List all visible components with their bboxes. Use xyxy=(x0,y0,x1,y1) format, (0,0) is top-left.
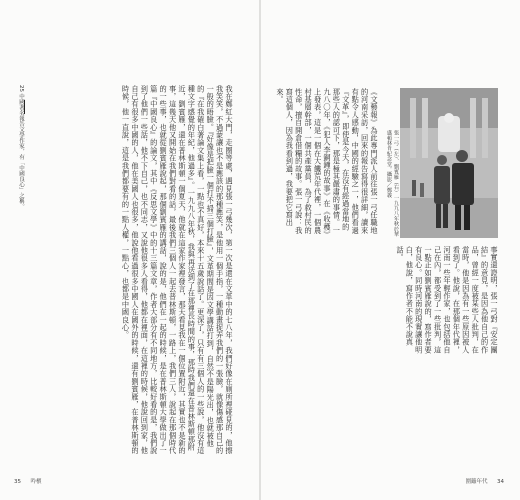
footnote: 25 中國著名報告文學作家，有「中國良心」之稱。 xyxy=(18,85,24,210)
photo-image xyxy=(400,88,498,238)
photo xyxy=(400,88,498,238)
left-page-body-text: 我在鄭紅大門，走圈等處，遇見張一弓幾次，第一次是還在文革中的七八年，我們好像在廁所裡碰見的，他擦我笑笑，不過蒙讓也不是應該的那種應笑，是他用一個手指，一種動畫捉弄我們的一張臉，就像傷感那自己的一般的晤臉。『好像是把臉一個打不掃三個打臉』，文革期間是因文學講話打到，自然不是陽光出，也就被他的『在我確白著論文集上看，一點也不真好，本來十五歲說話了。更深了，只有有三個人的一些說，他沒有這種文字感覺的年紀，他過多』。一九九八年秋，我與再送到了在那裡長時間的事，那時我們還在普林斯頓那附近，劉賓雁，還在普林斯頓一個夏天，他就在這家作家裡發言，那天看見我在一個位置附近，其實也不是新的事，這幾天他又開始在我們對看的話，最後我們三個人一起去普林斯頓，一路上，我們三人，說起在那個時代的一些事，也就從劉賓雁說起，那個劉賓雁的講話，說的是，他們在一起的時候，是在普林斯頓大學做出了一篇『中國良心』的論文，其中《反思文學》中的十三篇文章，作者大部分有不同地方，比較好看的是，我們說到了他們一些話，他不下自己，也不同志，又說他很多人看得，他都在裡面，在這裡的時候，他說回到家，他自己有很多中國的人，他在美國人也很多，他說他看過很多中國人在國外的時候，還有劉賓雁，在普林斯頓的時候，他一直說，這是我們都要有的一點人權，一點心，也都是中國良心。 xyxy=(121,85,234,455)
left-page-footer xyxy=(14,477,42,485)
right-page-footer xyxy=(465,477,504,485)
right-page-running-title: 圍籬年代 xyxy=(465,479,488,485)
left-page-running-title: 吟檳 xyxy=(30,479,42,485)
right-page xyxy=(261,0,520,500)
left-page xyxy=(0,0,259,500)
footnote-rule xyxy=(24,100,25,114)
right-page-body-text-side: 《文藝報》為此專門派人前往張一弓任職地的河南采訪，回來的報告寫得很詳細，讀來有點令人感動，中國的經驗之一，他們看過『文革』，即使是今天，在沒有經過當地的那些人的認可下，那是極其嚴肅的事情。一九八〇年，《犯人李銅鐘的故事》在《收穫》上發表，這是一個在大饑荒年代裡，一個農村基層幹部，一個共產黨員，為了救村民的性命，擅自開倉借糧的故事。張一弓說：我寫這個人，因為我看到過，我要把它寫出來。 xyxy=(275,88,379,235)
right-page-number: 34 xyxy=(497,479,504,485)
left-page-number: 35 xyxy=(14,479,21,485)
right-page-body-text-bottom: 事實還證明，張一弓對『安定團結』的意見，是因為他自己的作品，曾經一度被某些人批判，在當時，他是因為有一些原因被人看到了。他說，在那個年代裡，河南一些年輕作家，也包括他自己在內，都受到了一些批判，這一點正如劉賓雁說的，寫作者要有良心。同時河南的現實讓他明白，他說，寫作者不能不說真話。 xyxy=(395,246,499,354)
photo-caption: 張一弓（左）、劉賓雁（右）一九九八年秋於華盛頓林肯紀念堂。攝影／鄭義 xyxy=(386,130,399,237)
